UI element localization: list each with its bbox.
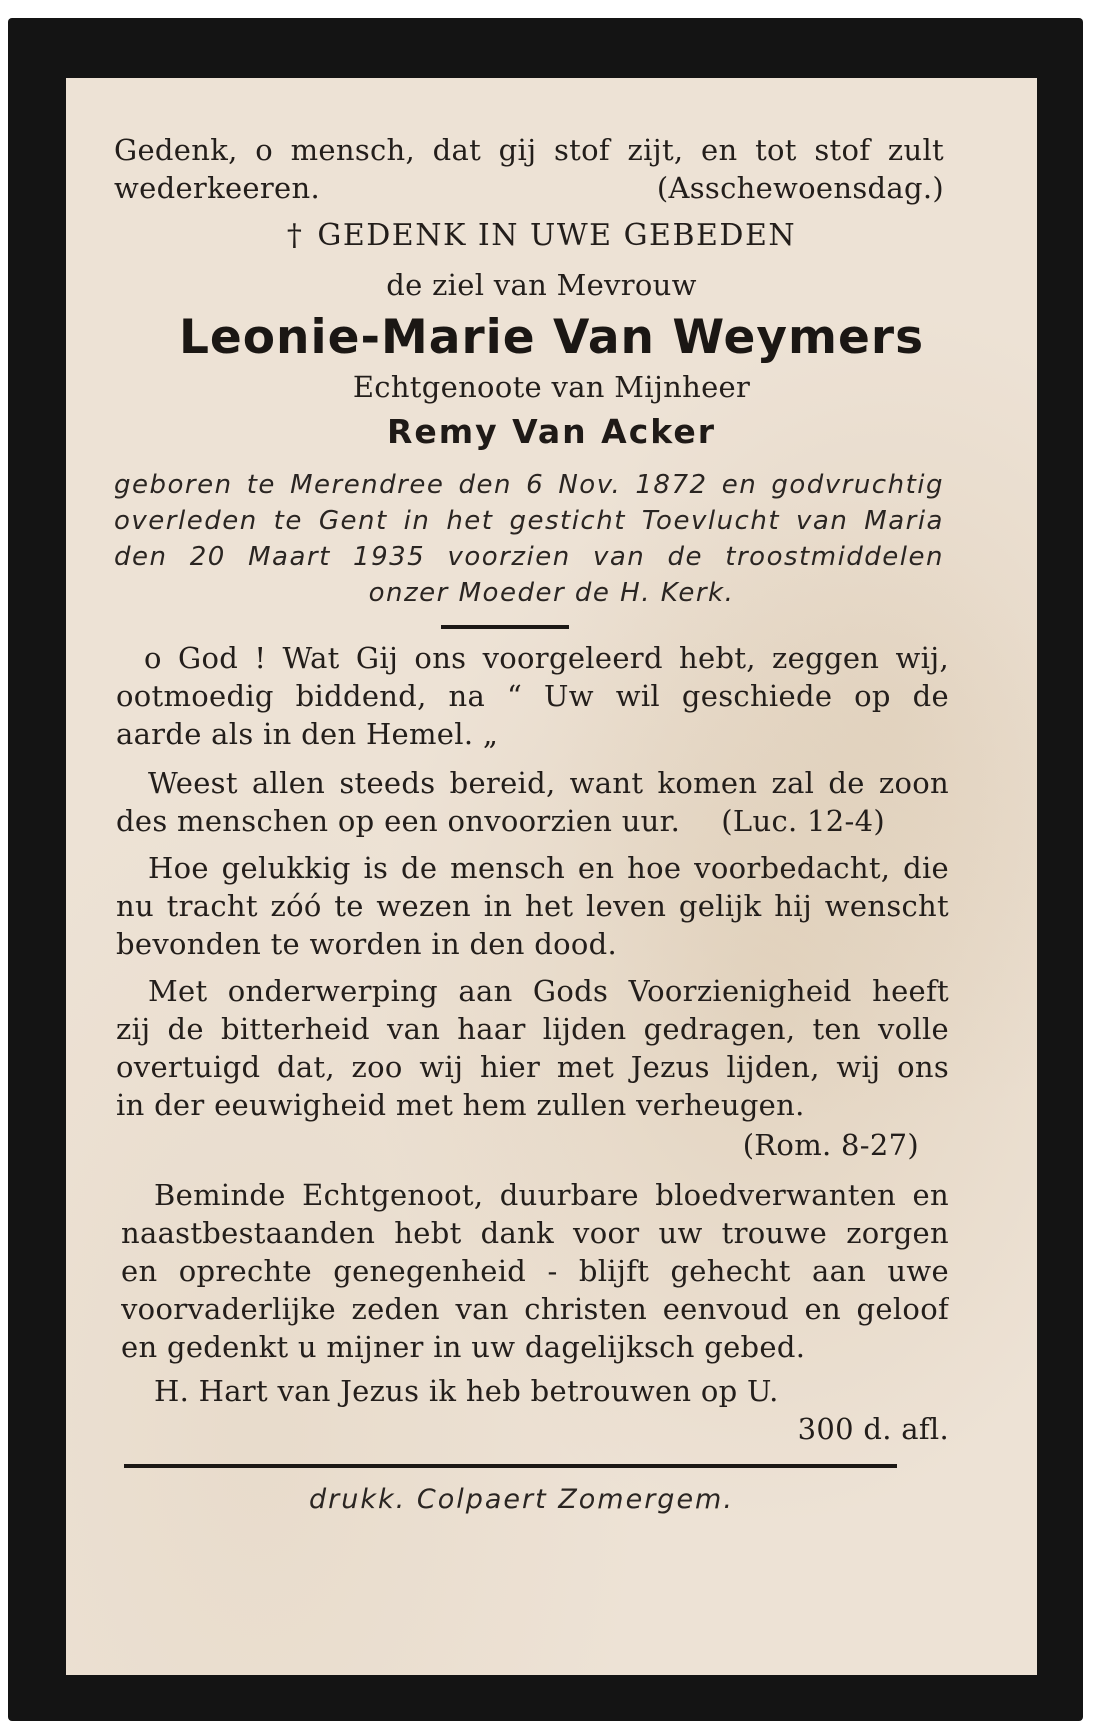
paragraph-5-line-2: naastbestaanden hebt dank voor uw trouwe zorgen [121,1216,949,1250]
epigraph-line-1: Gedenk, o mensch, dat gij stof zijt, en tot stof zult [114,133,944,167]
paragraph-3-line-3: bevonden te worden in den dood. [116,927,618,961]
paragraph-3-line-2: nu tracht zóó te wezen in het leven gelijk hij wenscht [116,889,949,923]
paragraph-4-line-2: zij de bitterheid van haar lijden gedragen, ten volle [116,1012,949,1046]
paragraph-1-line-2: ootmoedig biddend, na “ Uw wil geschiede op de [116,679,949,713]
paragraph-1-line-3: aarde als in den Hemel. „ [116,717,499,751]
heading-intro: de ziel van Mevrouw [386,268,697,302]
paragraph-2-line-2: des menschen op een onvoorzien uur. [116,804,681,838]
spouse-name: Remy Van Acker [387,412,716,451]
deceased-name: Leonie-Marie Van Weymers [178,310,925,365]
deceased-relation: Echtgenoote van Mijnheer [352,370,751,404]
prayer-heading [66,218,1037,253]
paragraph-5-line-1: Beminde Echtgenoot, duurbare bloedverwanten en [154,1178,949,1212]
details-line-3: den 20 Maart 1935 voorzien van de troostmiddelen [114,542,944,572]
paragraph-5-line-4: voorvaderlijke zeden van christen eenvoud en geloof [121,1292,949,1326]
memorial-card-border [8,18,1083,1721]
indulgence-note: 300 d. afl. [797,1412,949,1446]
paragraph-5-line-3: en oprechte genegenheid - blijft gehecht aan uwe [121,1254,949,1288]
paragraph-2-line-1: Weest allen steeds bereid, want komen zal de zoon [148,766,949,800]
epigraph-source: (Asschewoensdag.) [656,171,944,205]
details-line-2: overleden te Gent in het gesticht Toevlucht van Maria [114,506,944,536]
memorial-card-paper [66,78,1037,1675]
bottom-divider [124,1464,897,1468]
epigraph-line-2: wederkeeren. [114,171,320,205]
details-line-1: geboren te Merendree den 6 Nov. 1872 en godvruchtig [114,470,944,500]
paragraph-1-line-1: o God ! Wat Gij ons voorgeleerd hebt, zeggen wij, [144,641,949,675]
paragraph-5-line-5: en gedenkt u mijner in uw dagelijksch gebed. [121,1330,806,1364]
details-line-4: onzer Moeder de H. Kerk. [368,578,735,608]
paragraph-4-line-4: in der eeuwigheid met hem zullen verheugen. [116,1088,805,1122]
heading-text: GEDENK IN UWE GEBEDEN [317,218,797,253]
closing-prayer: H. Hart van Jezus ik heb betrouwen op U. [154,1374,779,1408]
printer-credit: drukk. Colpaert Zomergem. [309,1484,734,1515]
short-divider [441,625,569,629]
paragraph-2-reference: (Luc. 12-4) [721,804,885,838]
paragraph-3-line-1: Hoe gelukkig is de mensch en hoe voorbedacht, die [148,851,949,885]
paragraph-4-reference: (Rom. 8-27) [742,1128,919,1162]
paragraph-4-line-3: overtuigd dat, zoo wij hier met Jezus lijden, wij ons [116,1050,949,1084]
cross-icon: † [286,218,304,253]
paragraph-4-line-1: Met onderwerping aan Gods Voorzienigheid heeft [148,974,949,1008]
